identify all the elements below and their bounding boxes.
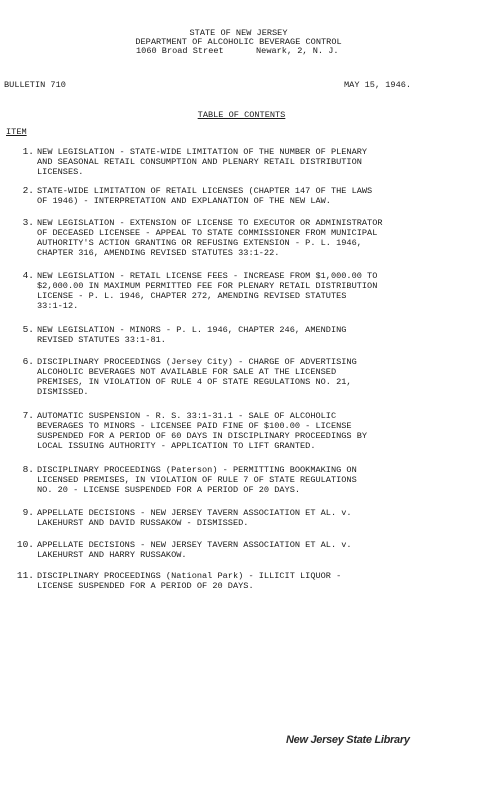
toc-item-line: OF 1946) - INTERPRETATION AND EXPLANATION OF THE NEW LAW. bbox=[37, 196, 331, 206]
toc-item-number: 10. bbox=[16, 539, 34, 550]
toc-item-line: NO. 20 - LICENSE SUSPENDED FOR A PERIOD OF 20 DAYS. bbox=[37, 485, 301, 495]
bulletin-number: BULLETIN 710 bbox=[4, 80, 66, 90]
toc-item-line: REVISED STATUTES 33:1-81. bbox=[37, 335, 166, 345]
table-of-contents-title: TABLE OF CONTENTS bbox=[197, 110, 286, 120]
toc-item-number: 1. bbox=[22, 146, 34, 157]
bulletin-date: MAY 15, 1946. bbox=[344, 80, 412, 90]
toc-item-number: 6. bbox=[22, 356, 34, 367]
toc-item-line: LICENSES. bbox=[37, 167, 84, 177]
toc-item-number: 8. bbox=[22, 464, 34, 475]
toc-item-line: AND SEASONAL RETAIL CONSUMPTION AND PLENARY RETAIL DISTRIBUTION bbox=[37, 157, 362, 167]
toc-item-line: OF DECEASED LICENSEE - APPEAL TO STATE COMMISSIONER FROM MUNICIPAL bbox=[37, 228, 378, 238]
toc-item-line: APPELLATE DECISIONS - NEW JERSEY TAVERN ASSOCIATION ET AL. v. bbox=[37, 508, 352, 518]
agency-street-address: 1060 Broad Street bbox=[136, 46, 224, 56]
toc-item-number: 4. bbox=[22, 270, 34, 281]
toc-item-line: BEVERAGES TO MINORS - LICENSEE PAID FINE OF $100.00 - LICENSE bbox=[37, 421, 352, 431]
toc-item-line: PREMISES, IN VIOLATION OF RULE 4 OF STATE REGULATIONS NO. 21, bbox=[37, 377, 352, 387]
toc-item-number: 5. bbox=[22, 324, 34, 335]
toc-item-line: LICENSE SUSPENDED FOR A PERIOD OF 20 DAYS. bbox=[37, 581, 254, 591]
toc-item-line: LICENSE - P. L. 1946, CHAPTER 272, AMENDING REVISED STATUTES bbox=[37, 291, 347, 301]
toc-item-number: 2. bbox=[22, 185, 34, 196]
agency-city-address: Newark, 2, N. J. bbox=[256, 46, 339, 56]
toc-item-line: NEW LEGISLATION - EXTENSION OF LICENSE TO EXECUTOR OR ADMINISTRATOR bbox=[37, 218, 383, 228]
toc-item-line: DISCIPLINARY PROCEEDINGS (Jersey City) - CHARGE OF ADVERTISING bbox=[37, 357, 357, 367]
toc-item-line: LAKEHURST AND HARRY RUSSAKOW. bbox=[37, 550, 187, 560]
toc-item-number: 11. bbox=[16, 570, 34, 581]
toc-item-line: LICENSED PREMISES, IN VIOLATION OF RULE 7 OF STATE REGULATIONS bbox=[37, 475, 357, 485]
library-watermark: New Jersey State Library bbox=[286, 734, 410, 746]
toc-item-line: SUSPENDED FOR A PERIOD OF 60 DAYS IN DISCIPLINARY PROCEEDINGS BY bbox=[37, 431, 368, 441]
toc-item-line: AUTHORITY'S ACTION GRANTING OR REFUSING EXTENSION - P. L. 1946, bbox=[37, 238, 362, 248]
toc-item-number: 9. bbox=[22, 507, 34, 518]
toc-item-line: ALCOHOLIC BEVERAGES NOT AVAILABLE FOR SALE AT THE LICENSED bbox=[37, 367, 337, 377]
toc-item-line: NEW LEGISLATION - RETAIL LICENSE FEES - INCREASE FROM $1,000.00 TO bbox=[37, 271, 378, 281]
toc-item-line: APPELLATE DECISIONS - NEW JERSEY TAVERN ASSOCIATION ET AL. v. bbox=[37, 540, 352, 550]
toc-item-line: LOCAL ISSUING AUTHORITY - APPLICATION TO LIFT GRANTED. bbox=[37, 441, 316, 451]
toc-item-line: DISMISSED. bbox=[37, 387, 89, 397]
agency-department-heading: DEPARTMENT OF ALCOHOLIC BEVERAGE CONTROL bbox=[135, 37, 342, 47]
toc-item-line: AUTOMATIC SUSPENSION - R. S. 33:1-31.1 - SALE OF ALCOHOLIC bbox=[37, 411, 337, 421]
toc-item-line: NEW LEGISLATION - STATE-WIDE LIMITATION OF THE NUMBER OF PLENARY bbox=[37, 147, 368, 157]
toc-item-line: STATE-WIDE LIMITATION OF RETAIL LICENSES (CHAPTER 147 OF THE LAWS bbox=[37, 186, 373, 196]
toc-item-line: DISCIPLINARY PROCEEDINGS (National Park) - ILLICIT LIQUOR - bbox=[37, 571, 342, 581]
toc-item-number: 7. bbox=[22, 410, 34, 421]
toc-item-line: $2,000.00 IN MAXIMUM PERMITTED FEE FOR PLENARY RETAIL DISTRIBUTION bbox=[37, 281, 378, 291]
toc-item-line: DISCIPLINARY PROCEEDINGS (Paterson) - PERMITTING BOOKMAKING ON bbox=[37, 465, 357, 475]
toc-item-line: NEW LEGISLATION - MINORS - P. L. 1946, CHAPTER 246, AMENDING bbox=[37, 325, 347, 335]
toc-item-line: 33:1-12. bbox=[37, 301, 79, 311]
agency-state-heading: STATE OF NEW JERSEY bbox=[189, 28, 288, 38]
toc-item-line: LAKEHURST AND DAVID RUSSAKOW - DISMISSED. bbox=[37, 518, 249, 528]
item-column-header: ITEM bbox=[6, 127, 27, 137]
toc-item-number: 3. bbox=[22, 217, 34, 228]
toc-item-line: CHAPTER 316, AMENDING REVISED STATUTES 33:1-22. bbox=[37, 248, 280, 258]
